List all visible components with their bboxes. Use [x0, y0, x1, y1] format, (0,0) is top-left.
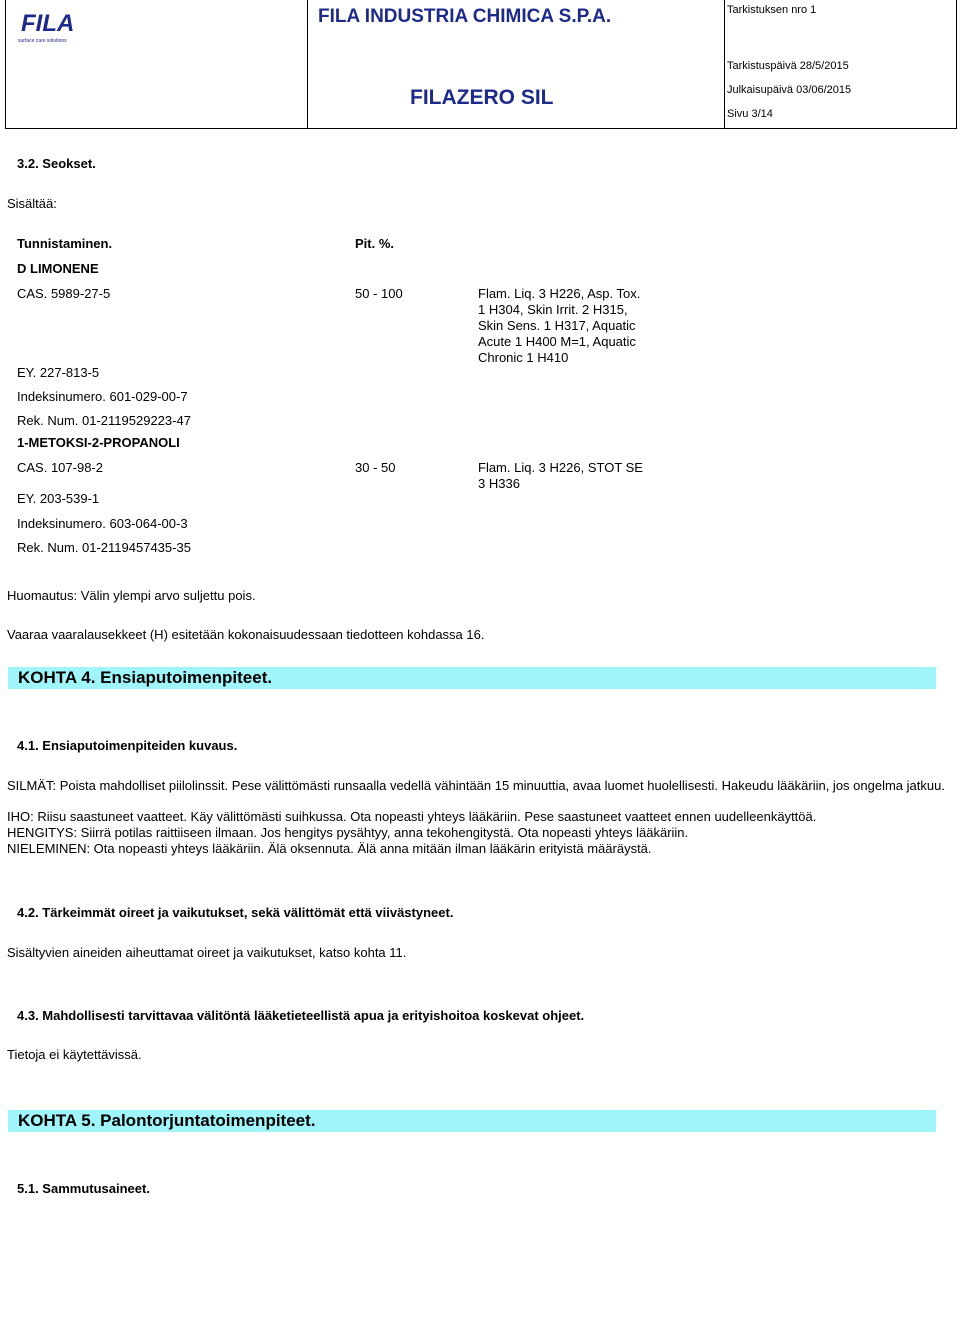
substance-cas: CAS. 5989-27-5	[17, 286, 111, 301]
svg-text:FILA: FILA	[21, 10, 73, 37]
first-aid-skin: IHO: Riisu saastuneet vaatteet. Käy välittömästi suihkussa. Ota nopeasti yhteys lääkäriin. Pese saastuneet vaatteet ennen uudelleenkäyttöä.	[7, 809, 817, 824]
subheading-4-2: 4.2. Tärkeimmät oireet ja vaikutukset, sekä välittömät että viivästyneet.	[17, 905, 454, 920]
substance-concentration: 30 - 50	[355, 460, 396, 475]
section-heading-4: KOHTA 4. Ensiaputoimenpiteet.	[8, 667, 936, 689]
substance-name: D LIMONENE	[17, 261, 99, 276]
first-aid-ingestion: NIELEMINEN: Ota nopeasti yhteys lääkäriin. Älä oksennuta. Älä anna mitään ilman lääkärin erityistä määräystä.	[7, 841, 652, 856]
subheading-4-3: 4.3. Mahdollisesti tarvittavaa välitöntä lääketieteellistä apua ja erityishoitoa koskevat ohjeet.	[17, 1008, 585, 1023]
note-hazard-statements: Vaaraa vaaralausekkeet (H) esitetään kokonaisuudessaan tiedotteen kohdassa 16.	[7, 627, 485, 642]
product-name: FILAZERO SIL	[410, 86, 554, 109]
substance-classification: Flam. Liq. 3 H226, STOT SE 3 H336	[478, 460, 643, 491]
symptoms-text: Sisältyvien aineiden aiheuttamat oireet ja vaikutukset, katso kohta 11.	[7, 945, 407, 960]
substance-name: 1-METOKSI-2-PROPANOLI	[17, 435, 180, 450]
revision-number: Tarkistuksen nro 1	[727, 4, 817, 16]
note-range: Huomautus: Välin ylempi arvo suljettu pois.	[7, 588, 256, 603]
page-number: Sivu 3/14	[727, 108, 773, 120]
section-heading-5: KOHTA 5. Palontorjuntatoimenpiteet.	[8, 1110, 936, 1132]
first-aid-inhalation: HENGITYS: Siirrä potilas raittiiseen ilmaan. Jos hengitys pysähtyy, anna tekohengitystä. Ota nopeasti yhteys lääkäriin.	[7, 825, 689, 840]
substance-index: Indeksinumero. 601-029-00-7	[17, 389, 188, 404]
substance-ey: EY. 203-539-1	[17, 491, 100, 506]
substance-index: Indeksinumero. 603-064-00-3	[17, 516, 188, 531]
publish-date: Julkaisupäivä 03/06/2015	[727, 84, 852, 96]
subheading-4-1: 4.1. Ensiaputoimenpiteiden kuvaus.	[17, 738, 238, 753]
subheading-5-1: 5.1. Sammutusaineet.	[17, 1181, 150, 1196]
contains-label: Sisältää:	[7, 196, 57, 211]
substance-classification: Flam. Liq. 3 H226, Asp. Tox. 1 H304, Skin Irrit. 2 H315, Skin Sens. 1 H317, Aquatic Acute 1 H400 M=1, Aquatic Chronic 1 H410	[478, 286, 641, 365]
first-aid-eyes: SILMÄT: Poista mahdolliset piilolinssit. Pese välittömästi runsaalla vedellä vähintään 15 minuuttia, avaa luomet huolellisesti. Hakeudu lääkäriin, jos ongelma jatkuu.	[7, 778, 945, 793]
revision-date: Tarkistuspäivä 28/5/2015	[727, 60, 849, 72]
substance-reg: Rek. Num. 01-2119457435-35	[17, 540, 191, 555]
company-name: FILA INDUSTRIA CHIMICA S.P.A.	[318, 6, 612, 27]
subheading-3-2: 3.2. Seokset.	[17, 156, 96, 171]
svg-text:surface care solutions: surface care solutions	[18, 38, 67, 44]
fila-logo	[13, 5, 73, 45]
substance-concentration: 50 - 100	[355, 286, 403, 301]
medical-attention-text: Tietoja ei käytettävissä.	[7, 1047, 142, 1062]
column-header-concentration: Pit. %.	[355, 236, 395, 251]
column-header-identification: Tunnistaminen.	[17, 236, 113, 251]
substance-cas: CAS. 107-98-2	[17, 460, 103, 475]
substance-reg: Rek. Num. 01-2119529223-47	[17, 413, 191, 428]
substance-ey: EY. 227-813-5	[17, 365, 100, 380]
